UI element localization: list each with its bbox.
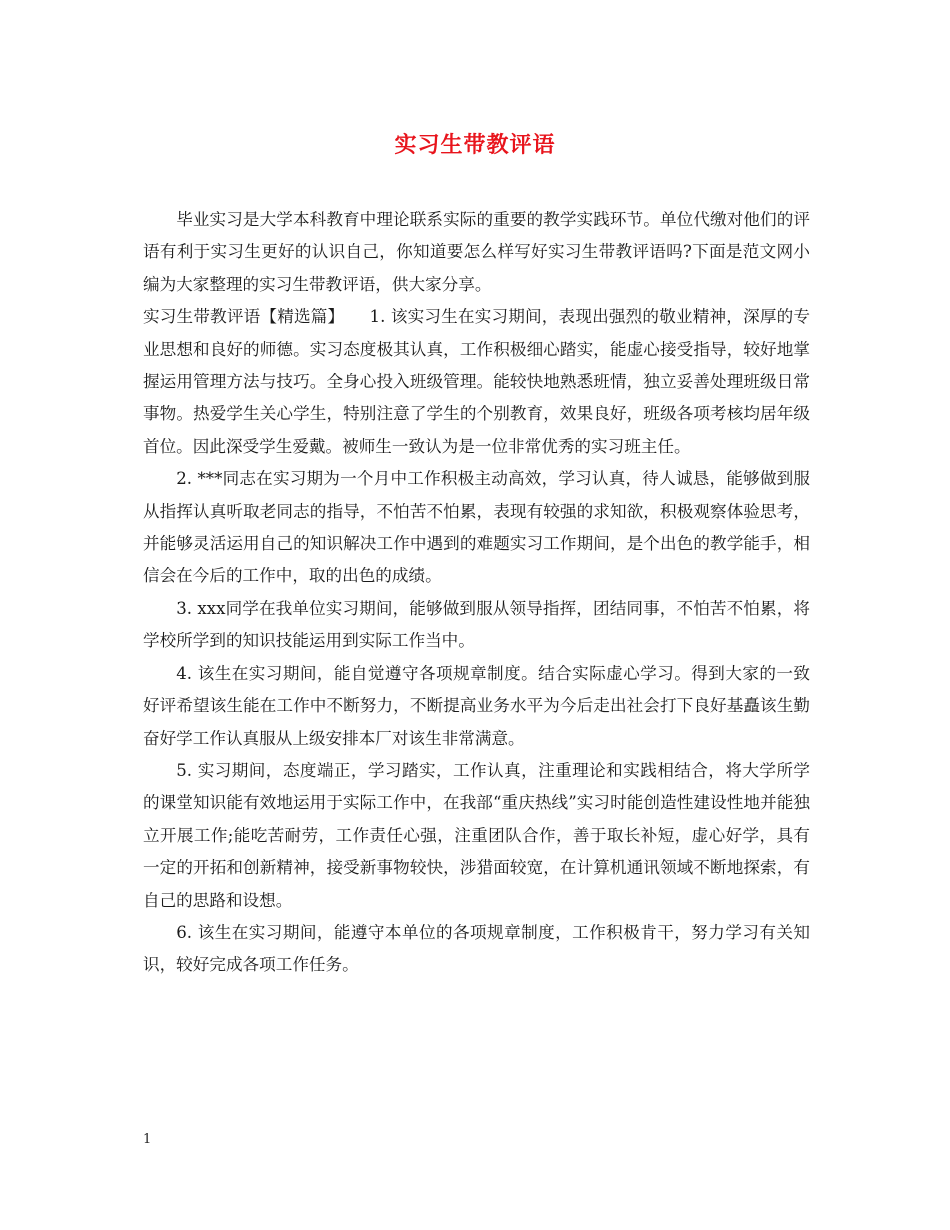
page-number: 1	[143, 1132, 152, 1147]
comment-paragraph-2: 2. ***同志在实习期为一个月中工作积极主动高效，学习认真，待人诚恳，能够做到服从指挥认真听取老同志的指导，不怕苦不怕累，表现有较强的求知欲，积极观察体验思考，并能够灵活运用自己的知识解决工作中遇到的难题实习工作期间，是个出色的教学能手，相信会在今后的工作中，取的出色的成绩。	[143, 469, 810, 586]
comment-paragraph-4: 4. 该生在实习期间，能自觉遵守各项规章制度。结合实际虚心学习。得到大家的一致好评希望该生能在工作中不断努力，不断提高业务水平为今后走出社会打下良好基矗该生勤奋好学工作认真服从上级安排本厂对该生非常满意。	[143, 663, 810, 748]
comment-paragraph-5: 5. 实习期间，态度端正，学习踏实，工作认真，注重理论和实践相结合，将大学所学的课堂知识能有效地运用于实际工作中，在我部“重庆热线”实习时能创造性建设性地并能独立开展工作;能吃苦耐劳，工作责任心强，注重团队合作，善于取长补短，虚心好学，具有一定的开拓和创新精神，接受新事物较快，涉猎面较宽，在计算机通讯领域不断地探索，有自己的思路和设想。	[143, 760, 810, 910]
intro-paragraph: 毕业实习是大学本科教育中理论联系实际的重要的教学实践环节。单位代缴对他们的评语有利于实习生更好的认识自己，你知道要怎么样写好实习生带教评语吗?下面是范文网小编为大家整理的实习生带教评语，供大家分享。	[143, 210, 810, 294]
document-title: 实习生带教评语	[394, 132, 556, 158]
comment-paragraph-1: 实习生带教评语【精选篇】 1. 该实习生在实习期间，表现出强烈的敬业精神，深厚的专业思想和良好的师德。实习态度极其认真，工作积极细心踏实，能虚心接受指导，较好地掌握运用管理方法与技巧。全身心投入班级管理。能较快地熟悉班情，独立妥善处理班级日常事物。热爱学生关心学生，特别注意了学生的个别教育，效果良好，班级各项考核均居年级首位。因此深受学生爱戴。被师生一致认为是一位非常优秀的实习班主任。	[143, 307, 810, 456]
comment-paragraph-6: 6. 该生在实习期间，能遵守本单位的各项规章制度，工作积极肯干，努力学习有关知识，较好完成各项工作任务。	[143, 922, 810, 975]
comment-paragraph-3: 3. xxx同学在我单位实习期间，能够做到服从领导指挥，团结同事，不怕苦不怕累，将学校所学到的知识技能运用到实际工作当中。	[143, 598, 810, 651]
document-body	[143, 204, 810, 982]
